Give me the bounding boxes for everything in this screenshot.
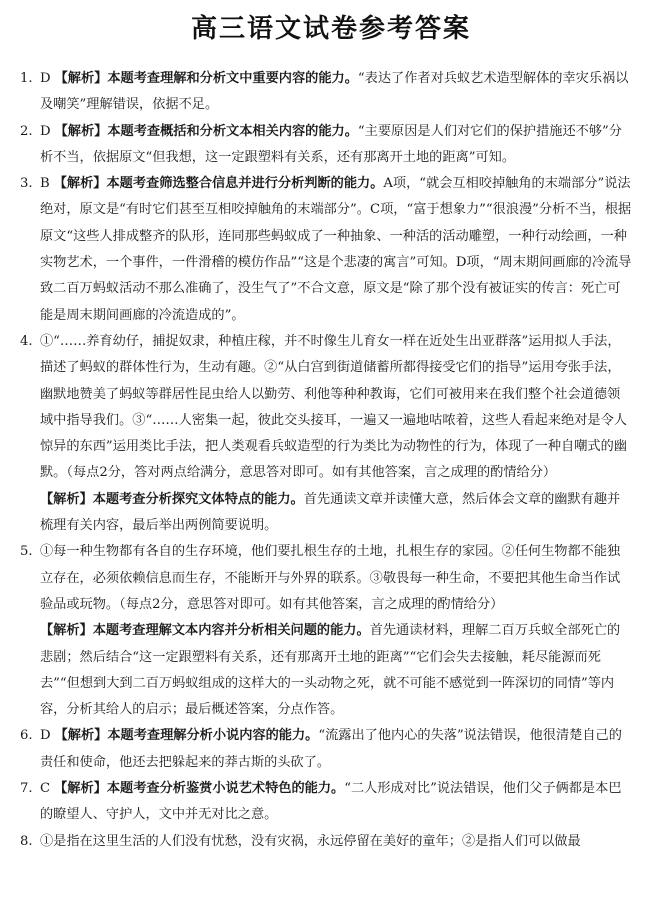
answer-item-5: [20, 539, 632, 618]
body-text: 首先通读文章并读懂大意，然后体会文章的幽默有趣并梳理有关内容，最后举出两例简要说明。: [40, 491, 621, 534]
body-text: 首先通读材料，理解二百万兵蚁全部死亡的悲剧；然后结合“这一定跟塑料有关系，还有那离开土地的距离”“它们会失去接触，耗尽能源而死去”“但想到大到二百万蚂蚁组成的这样大的一头动物之死，就不可能不感觉到一阵深切的同情”等内容，分析其给人的启示；最后概述答案，分点作答。: [40, 623, 621, 718]
focus-text: 本题考查理解文本内容并分析相关问题的能力。: [92, 623, 370, 639]
item-number: 7.: [20, 781, 33, 797]
answer-choice: C: [40, 781, 51, 797]
page-title: 高三语文试卷参考答案: [190, 14, 471, 44]
item-number: 8.: [20, 833, 33, 849]
focus-text: 本题考查理解分析小说内容的能力。: [107, 728, 319, 744]
analysis-note-5: [20, 618, 632, 723]
answer-item-3: [20, 171, 632, 329]
body-text: ①是指在这里生活的人们没有忧愁，没有灾祸，永远停留在美好的童年；②是指人们可以做最: [40, 833, 581, 849]
focus-text: 本题考查分析鉴赏小说艺术特色的能力。: [106, 781, 345, 797]
answer-item-2: [20, 119, 632, 172]
analysis-tag: 【解析】: [40, 623, 93, 639]
answer-item-8: [20, 829, 632, 855]
item-number: 3.: [20, 176, 33, 192]
analysis-tag: 【解析】: [40, 491, 93, 507]
body-text: ①“……养育幼仔，捕捉奴隶，种植庄稼，并不时像生儿育女一样在近处生出亚群落”运用拟人手法，描述了蚂蚁的群体性行为，生动有趣。②“从白宫到街道储蓄所都得接受它们的指导”运用夸张手法，幽默地赞美了蚂蚁等群居性昆虫给人以勤劳、利他等种种教诲，它们可被用来在我们整个社会道德领域中指导我们。③“……人密集一起，彼此交头接耳，一遍又一遍地咕哝着，这些人看起来绝对是令人惊异的东西”运用类比手法，把人类观看兵蚁造型的行为类比为动物性的行为，体现了一种自嘲式的幽默。（每点2分，答对两点给满分，意思答对即可。如有其他答案，言之成理的酌情给分）: [40, 333, 627, 481]
answer-item-6: [20, 723, 632, 776]
focus-text: 本题考查筛选整合信息并进行分析判断的能力。: [106, 176, 384, 192]
item-number: 4.: [20, 333, 33, 349]
body-text: ①每一种生物都有各自的生存环境，他们要扎根生存的土地，扎根生存的家园。②任何生物都不能独立存在，必须依赖信息而生存，不能断开与外界的联系。③敬畏每一种生命，不要把其他生命当作试验品或玩物。（每点2分，意思答对即可。如有其他答案，言之成理的酌情给分）: [40, 544, 621, 612]
answer-choice: D: [40, 728, 51, 744]
body-text: “主要原因是人们对它们的保护措施还不够”分析不当，依据原文“但我想，这一定跟塑料有关系，还有那离开土地的距离”可知。: [40, 123, 622, 165]
answer-choice: D: [40, 123, 51, 139]
item-number: 6.: [20, 728, 33, 744]
body-text: “流露出了他内心的失落”说法错误，他很清楚自己的责任和使命，他还去把躲起来的莽古斯的头砍了。: [40, 728, 622, 770]
focus-text: 本题考查理解和分析文中重要内容的能力。: [107, 71, 358, 86]
item-number: 2.: [20, 123, 33, 139]
answer-item-4: [20, 329, 632, 487]
body-text: “表达了作者对兵蚁艺术造型解体的幸灾乐祸以及嘲笑”理解错误，依据不足。: [40, 71, 629, 113]
answer-choice: B: [40, 176, 50, 192]
analysis-tag: 【解析】: [54, 71, 108, 86]
answer-list: [20, 66, 632, 855]
answer-item-1: [20, 66, 632, 119]
focus-text: 本题考查分析探究文体特点的能力。: [92, 491, 304, 507]
focus-text: 本题考查概括和分析文本相关内容的能力。: [107, 123, 358, 139]
answer-item-7: [20, 776, 632, 829]
analysis-note-4: [20, 487, 632, 540]
analysis-tag: 【解析】: [54, 123, 108, 139]
item-number: 1.: [20, 71, 33, 86]
answer-choice: D: [40, 71, 51, 86]
body-text: “二人形成对比”说法错误，他们父子俩都是本巴的瞭望人、守护人，文中并无对比之意。: [40, 781, 622, 823]
analysis-tag: 【解析】: [53, 176, 107, 192]
body-text: A项，“就会互相咬掉触角的末端部分”说法绝对，原文是“有时它们甚至互相咬掉触角的末端部分”。C项，“富于想象力”“很浪漫”分析不当，根据原文“这些人排成整齐的队形，连同那些蚂蚁成了一种抽象、一种活的活动雕塑，一种行动绘画，一种实物艺术，一个事件，一件滑稽的模仿作品”“这是个悲凄的寓言”可知。D项，“周末期间画廊的冷流导致二百万蚂蚁活动不那么准确了，没生气了”不合文意，原文是“除了那个没有被证实的传言：死亡可能是周末期间画廊的冷流造成的”。: [40, 176, 632, 323]
analysis-tag: 【解析】: [54, 728, 108, 744]
item-number: 5.: [20, 544, 33, 560]
analysis-tag: 【解析】: [54, 781, 107, 797]
